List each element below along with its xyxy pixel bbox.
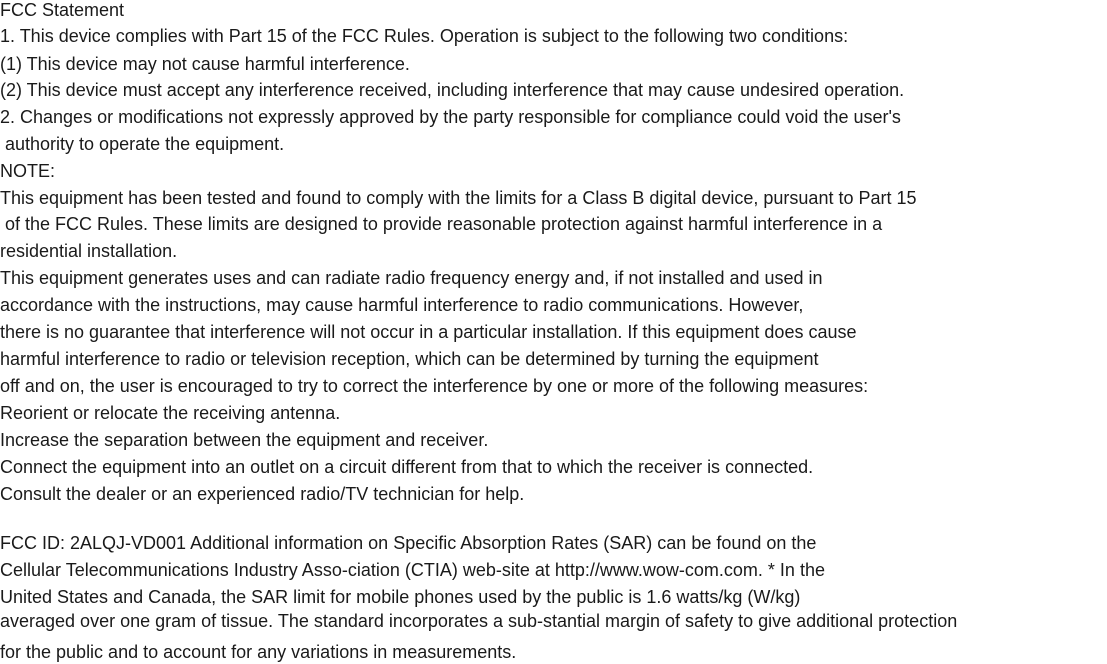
text-line: United States and Canada, the SAR limit for mobile phones used by the public is 1.6 watts/kg (W/kg) [0, 587, 801, 607]
text-line: Connect the equipment into an outlet on a circuit different from that to which the receiver is connected. [0, 457, 814, 477]
text-line: harmful interference to radio or television reception, which can be determined by turning the equipment [0, 349, 819, 369]
fcc-statement-title: FCC Statement [0, 0, 125, 20]
text-line: Reorient or relocate the receiving antenna. [0, 403, 341, 423]
text-line: This equipment has been tested and found to comply with the limits for a Class B digital device, pursuant to Part 15 [0, 188, 917, 208]
text-line: (2) This device must accept any interference received, including interference that may cause undesired operation. [0, 80, 905, 100]
text-line: of the FCC Rules. These limits are designed to provide reasonable protection against harmful interference in a [0, 214, 883, 234]
text-line: This equipment generates uses and can radiate radio frequency energy and, if not installed and used in [0, 268, 823, 288]
text-line: Consult the dealer or an experienced radio/TV technician for help. [0, 484, 525, 504]
text-line: Cellular Telecommunications Industry Asso-ciation (CTIA) web-site at http://www.wow-com.com. * In the [0, 560, 825, 580]
note-heading: NOTE: [0, 161, 56, 181]
text-line: 2. Changes or modifications not expressly approved by the party responsible for compliance could void the user's [0, 107, 901, 127]
text-line: (1) This device may not cause harmful interference. [0, 54, 410, 74]
text-line: averaged over one gram of tissue. The standard incorporates a sub-stantial margin of safety to give additional protection [0, 611, 958, 631]
text-line: residential installation. [0, 241, 178, 261]
text-line: 1. This device complies with Part 15 of the FCC Rules. Operation is subject to the following two conditions: [0, 26, 849, 46]
text-line: there is no guarantee that interference will not occur in a particular installation. If this equipment does cause [0, 322, 857, 342]
text-line: Increase the separation between the equipment and receiver. [0, 430, 489, 450]
text-line: FCC ID: 2ALQJ-VD001 Additional information on Specific Absorption Rates (SAR) can be found on the [0, 533, 817, 553]
text-line: accordance with the instructions, may cause harmful interference to radio communications. However, [0, 295, 804, 315]
text-line: for the public and to account for any variations in measurements. [0, 642, 517, 662]
text-line: off and on, the user is encouraged to try to correct the interference by one or more of the following measures: [0, 376, 869, 396]
text-line: authority to operate the equipment. [0, 134, 285, 154]
